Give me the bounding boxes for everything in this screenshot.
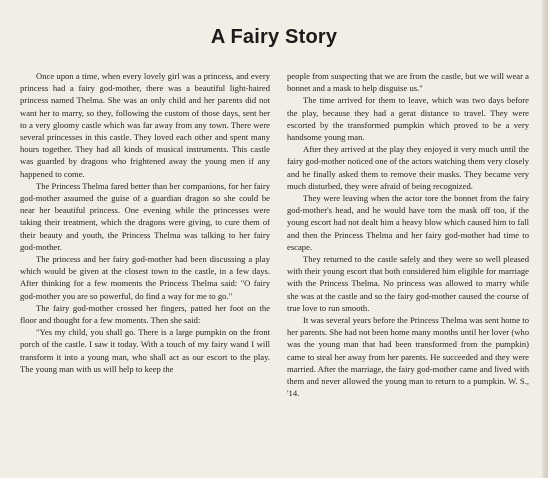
paragraph: "Yes my child, you shall go. There is a large pumpkin on the front porch of the castle. I saw it today. With a touch of my fairy wand I will transform it into a young man, who shall act as our escort to the play. The young man with us will help to keep the bbox=[20, 327, 270, 374]
right-column bbox=[287, 70, 529, 399]
story-title: A Fairy Story bbox=[210, 26, 338, 48]
paragraph: After they arrived at the play they enjoyed it very much until the fairy god-mother noticed one of the actors watching them very closely and he finally asked them to remove their masks. They became very much disturbed, they were afraid of being recognized. bbox=[287, 144, 529, 191]
paragraph: The Princess Thelma fared better than her companions, for her fairy god-mother assumed the guise of a guardian dragon so she could be near her beautiful princess. One evening while the princesses were taking their treatment, which the dragons were giving, to cure them of their beauty and youth, the Princess Thelma was talking to her fairy god-mother. bbox=[20, 180, 270, 252]
page-edge-shadow bbox=[542, 0, 548, 478]
paragraph: They were leaving when the actor tore the bonnet from the fairy god-mother's head, and he would have torn the mask off too, if the young escort had not dealt him a heavy blow which caused him to fall and then the Princess Thelma and her fairy god-mother had time to escape. bbox=[287, 193, 529, 252]
paragraph: The fairy god-mother crossed her fingers, patted her foot on the floor and thought for a few moments. Then she said: bbox=[20, 302, 270, 326]
paragraph: They returned to the castle safely and they were so well pleased with their young escort that both considered him eligible for marriage with the Princess Thelma. No princess was allowed to marry while she was at the castle and so the fairy god-mother caused the course of true love to run smooth. bbox=[287, 254, 529, 313]
paragraph: The time arrived for them to leave, which was two days before the play, because they had a gerat distance to travel. They were escorted by the transformed pumpkin which proved to be a very handsome young man. bbox=[287, 95, 529, 143]
left-column bbox=[20, 70, 270, 375]
paragraph: Once upon a time, when every lovely girl was a princess, and every princess had a fairy god-mother, there was a beautiful light-haired princess named Thelma. She was an only child and her parents did not want her to marry, so they, following the custom of those days, sent her to a very gloomy castle which was far away from any town. There were several princesses in this castle. They loved each other and spent many hours together. They had all kinds of musical instruments. This castle was guarded by dragons who frightened away the young men if any happened to come. bbox=[20, 71, 270, 179]
paragraph: It was several years before the Princess Thelma was sent home to her parents. She had not been home many months until her lover (who was the young man that had been transformed from the pumpkin) came to steal her away from her parents. He succeeded and they were married. After the marriage, the fairy god-mother came and lived with them and never allowed the young man to return to a pumpkin. W. S., '14. bbox=[287, 315, 529, 399]
paragraph: people from suspecting that we are from the castle, but we will wear a bonnet and a mask to help disguise us." bbox=[287, 71, 529, 94]
paragraph: The princess and her fairy god-mother had been discussing a play which would be given at the closest town to the castle, in a few days. After thinking for a few moments the Princess Thelma said: "O fairy god-mother you are so powerful, do find a way for me to go." bbox=[20, 254, 270, 301]
